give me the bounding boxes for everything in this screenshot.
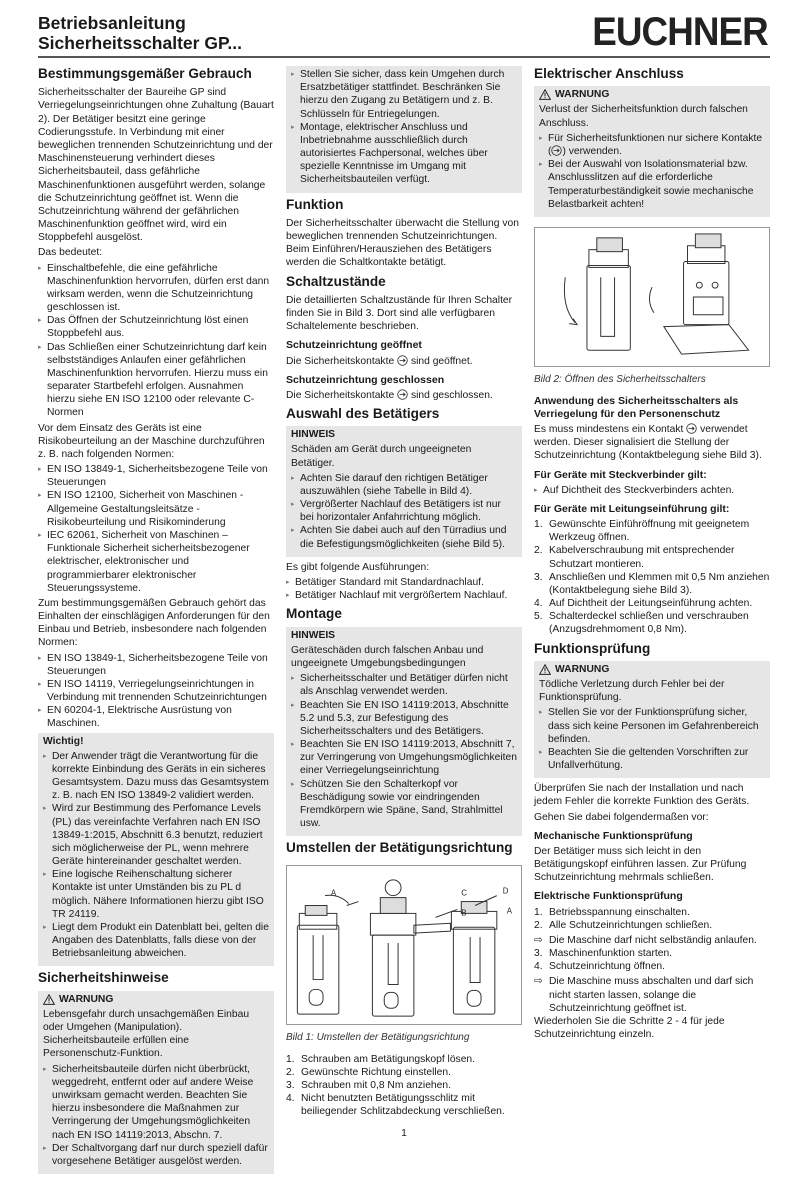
text-part: ) verwenden.	[562, 146, 622, 157]
list-steckverbinder	[534, 484, 770, 497]
step-text: Gewünschte Einführöffnung mit geeignetem Werkzeug öffnen.	[549, 519, 750, 544]
paragraph-zum: Zum bestimmungsgemäßen Gebrauch gehört das Einhalten der einschlägigen Anforderungen für den Einbau und Betrieb, insbesondere nach folgenden Normen:	[38, 597, 270, 649]
list-item	[534, 544, 770, 570]
heading-geschlossen: Schutzeinrichtung geschlossen	[286, 373, 445, 386]
safety-contact-icon	[686, 423, 697, 434]
step-text: Schrauben am Betätigungskopf lösen.	[301, 1053, 476, 1065]
step-text: Kabelverschraubung mit entsprechender Schutzart montieren.	[549, 545, 735, 570]
step-number: 4.	[286, 1093, 295, 1105]
list-item: ▸ EN ISO 12100, Sicherheit von Maschinen - Allgemeine Gestaltungsleitsätze - Risikobeurteilung und Risikominderung	[38, 489, 274, 529]
figure-1-actuator-direction	[286, 865, 522, 1025]
list-warning-3	[539, 706, 765, 772]
text-part: Die Sicherheitskontakte	[286, 355, 395, 367]
page-number: 1	[401, 1128, 407, 1139]
list-item	[286, 1092, 522, 1118]
list-item: ▸ EN ISO 13849-1, Sicherheitsbezogene Teile von Steuerungen	[38, 652, 274, 678]
paragraph-gehen: Gehen Sie dabei folgendermaßen vor:	[534, 811, 709, 823]
paragraph-funktion: Der Sicherheitsschalter überwacht die Stellung von beweglichen trennenden Schutzeinrichtungen. Beim Einführen/Herausziehen des Betätigers werden die Schaltkontakte betätigt.	[286, 217, 519, 269]
list-item: ▸ Stellen Sie vor der Funktionsprüfung sicher, dass sich keine Personen im Gefahrenbereich befinden.	[539, 706, 765, 746]
figure-2-opening-switch	[534, 227, 770, 367]
list-item	[534, 947, 770, 960]
paragraph-intro: Sicherheitsschalter der Baureihe GP sind Verriegelungseinrichtungen ohne Zuhaltung (Bauart 2). Der Betätiger besitzt eine geringe Codierungsstufe. In Verbindung mit einer beweglichen trennenden Schutzeinrichtung und der Maschinensteuerung verhindert dieses Sicherheitsbauteil, dass gefährliche Maschinenfunktionen ausgeführt werden, solange die Schutzeinrichtung geöffnet ist. Wenn die Schutzeinrichtung während der gefährlichen Maschinenfunktion geöffnet wird, wird ein Stoppbefehl ausgelöst.	[38, 87, 274, 244]
list-item: ▸ Betätiger Standard mit Standardnachlauf.	[286, 576, 522, 589]
list-item: ▸ EN 60204-1, Elektrische Ausrüstung von Maschinen.	[38, 704, 274, 730]
heading-steckverbinder: Für Geräte mit Steckverbinder gilt:	[534, 468, 707, 481]
column-2	[286, 62, 522, 1120]
step-text: Gewünschte Richtung einstellen.	[301, 1066, 451, 1078]
warning-text: Verlust der Sicherheitsfunktion durch falschen Anschluss.	[539, 104, 748, 129]
step-number: 3.	[534, 571, 543, 583]
list-item	[534, 597, 770, 610]
result-item	[534, 975, 770, 1015]
warning-box-3	[534, 661, 770, 778]
list-bedeutet	[38, 262, 274, 420]
list-item: ▸ Das Schließen einer Schutzeinrichtung darf kein selbstständiges Anlaufen einer gefährlichen Maschinenfunktion hervorrufen. Hierzu muss ein separater Startbefehl erfolgen. Ausnahmen hierzu siehe EN ISO 12100 oder relevante C-Normen	[38, 341, 274, 420]
list-item	[534, 919, 770, 932]
heading-elektrisch: Elektrischer Anschluss	[534, 66, 684, 81]
warning-header	[539, 663, 765, 676]
heading-elektrisch-pruefung: Elektrische Funktionsprüfung	[534, 890, 683, 903]
result-arrow-icon: ⇨	[534, 976, 543, 988]
list-item: ▸ Beachten Sie EN ISO 14119:2013, Abschnitte 5.2 und 5.3, zur Befestigung des Sicherheitsschalters und des Betätigers.	[291, 699, 517, 739]
label-c: C	[461, 888, 467, 898]
list-item	[539, 132, 765, 158]
hinweis-box-2	[286, 627, 522, 837]
list-normen-2	[38, 652, 274, 731]
list-hinweis-1	[291, 472, 517, 551]
result-text: Die Maschine darf nicht selbständig anlaufen.	[549, 934, 757, 946]
list-item: ▸ Das Öffnen der Schutzeinrichtung löst einen Stoppbefehl aus.	[38, 314, 274, 340]
title-line-1: Betriebsanleitung	[38, 13, 186, 33]
paragraph-geoeffnet	[286, 355, 522, 368]
step-number: 5.	[534, 611, 543, 623]
heading-geoeffnet: Schutzeinrichtung geöffnet	[286, 339, 422, 352]
figure-1-caption: Bild 1: Umstellen der Betätigungsrichtung	[286, 1031, 470, 1043]
hinweis-title: HINWEIS	[291, 629, 336, 641]
warning-box-1	[38, 991, 274, 1174]
step-number: 2.	[286, 1066, 295, 1078]
list-item: ▸ Der Schaltvorgang darf nur durch speziell dafür vorgesehene Betätiger ausgelöst werden.	[43, 1142, 269, 1168]
safety-contact-icon	[551, 145, 562, 156]
column-3	[534, 62, 770, 1043]
list-ausfuehrungen	[286, 576, 522, 602]
paragraph-ueberpruefen: Überprüfen Sie nach der Installation und nach jedem Fehler die korrekte Funktion des Geräts.	[534, 783, 750, 808]
steps-elektrisch-1	[534, 906, 770, 932]
list-item: ▸ Vergrößerter Nachlauf des Betätigers ist nur bei horizontaler Anfahrrichtung möglich.	[291, 498, 517, 524]
step-text: Alle Schutzeinrichtungen schließen.	[549, 919, 713, 931]
label-d: D	[502, 886, 509, 896]
paragraph-ausfuehrungen: Es gibt folgende Ausführungen:	[286, 561, 430, 573]
heading-sicherheit: Sicherheitshinweise	[38, 970, 169, 986]
heading-mechanisch: Mechanische Funktionsprüfung	[534, 829, 693, 842]
paragraph-geschlossen	[286, 389, 522, 402]
list-item	[534, 906, 770, 919]
list-item: ▸ Bei der Auswahl von Isolationsmaterial bzw. Anschlusslitzen auf die erforderliche Temperaturbeständigkeit sowie mechanische Belastbarkeit achten!	[539, 158, 765, 211]
wichtig-title: Wichtig!	[43, 735, 84, 747]
heading-schaltzustaende: Schaltzustände	[286, 273, 386, 289]
step-number: 4.	[534, 961, 543, 973]
steps-umstellen	[286, 1053, 522, 1119]
step-number: 3.	[286, 1079, 295, 1091]
steps-leitung	[534, 518, 770, 637]
step-text: Anschließen und Klemmen mit 0,5 Nm anziehen (Kontaktbelegung siehe Bild 3).	[549, 571, 770, 596]
step-number: 2.	[534, 919, 543, 931]
paragraph-mechanisch: Der Betätiger muss sich leicht in den Betätigungskopf einführen lassen. Zur Prüfung Schutzeinrichtung mehrmals schließen.	[534, 845, 747, 884]
list-item: ▸ Betätiger Nachlauf mit vergrößertem Nachlauf.	[286, 589, 522, 602]
list-item: ▸ Beachten Sie EN ISO 14119:2013, Abschnitt 7, zur Verringerung von Umgehungsmöglichkeiten einer Verriegelungseinrichtung	[291, 738, 517, 778]
warning-text: Lebensgefahr durch unsachgemäßen Einbau oder Umgehen (Manipulation). Sicherheitsbauteile erfüllen eine Personenschutz-Funktion.	[43, 1008, 250, 1060]
list-item	[286, 1079, 522, 1092]
text-part: Die Sicherheitskontakte	[286, 389, 395, 401]
step-number: 1.	[534, 519, 543, 531]
hinweis-text: Schäden am Gerät durch ungeeigneten Betätiger.	[291, 444, 472, 469]
list-hinweis-2	[291, 672, 517, 830]
list-normen-1	[38, 463, 274, 595]
step-text: Maschinenfunktion starten.	[549, 948, 673, 960]
list-item: ▸ Der Anwender trägt die Verantwortung für die korrekte Einbindung des Geräts in ein sicheres Gesamtsystem. Dazu muss das Gesamtsystem z. B. nach EN ISO 13849-2 validiert werden.	[43, 750, 269, 803]
label-a2: A	[506, 905, 512, 915]
hinweis-title: HINWEIS	[291, 429, 336, 441]
list-item: ▸ Achten Sie darauf den richtigen Betätiger auszuwählen (siehe Tabelle in Bild 4).	[291, 472, 517, 498]
step-number: 4.	[534, 598, 543, 610]
list-item: ▸ Montage, elektrischer Anschluss und Inbetriebnahme ausschließlich durch autorisiertes Fachpersonal, welches über spezielle Kenntnisse im Umgang mit Sicherheitsbauteilen verfügt.	[291, 121, 517, 187]
step-number: 3.	[534, 948, 543, 960]
paragraph-vor: Vor dem Einsatz des Geräts ist eine Risikobeurteilung an der Maschine durchzuführen z. B. nach folgenden Normen:	[38, 422, 265, 460]
warning-header	[43, 993, 269, 1006]
header-divider	[38, 56, 770, 58]
step-text: Schrauben mit 0,8 Nm anziehen.	[301, 1079, 451, 1091]
list-item	[534, 610, 770, 636]
step-number: 2.	[534, 545, 543, 557]
list-warning-1	[43, 1063, 269, 1168]
list-item: ▸ IEC 62061, Sicherheit von Maschinen – Funktionale Sicherheit sicherheitsbezogener elektrischer, elektronischer und programmierbarer elektronischer Steuerungssysteme.	[38, 529, 274, 595]
title-line-2: Sicherheitsschalter GP...	[38, 32, 242, 53]
text-part: verwendet werden. Dieser signalisiert die Stellung der Schutzeinrichtung (Kontaktbelegung siehe Bild 3).	[534, 424, 762, 462]
step-text: Betriebsspannung einschalten.	[549, 906, 690, 918]
result-text: Die Maschine muss abschalten und darf sich nicht starten lassen, solange die Schutzeinrichtung geöffnet ist.	[549, 976, 754, 1014]
warning-icon	[539, 89, 551, 100]
euchner-logo: EUCHNER	[592, 10, 768, 54]
result-arrow-icon: ⇨	[534, 934, 543, 946]
list-item	[286, 1066, 522, 1079]
list-item: ▸ Eine logische Reihenschaltung sicherer Kontakte ist unter Umständen bis zu PL d möglich. Nähere Informationen hierzu gibt ISO TR 24119.	[43, 868, 269, 921]
list-item	[534, 960, 770, 973]
paragraph-wiederholen: Wiederholen Sie die Schritte 2 - 4 für jede Schutzeinrichtung einzeln.	[534, 1015, 725, 1041]
heading-leitung: Für Geräte mit Leitungseinführung gilt:	[534, 502, 730, 515]
list-item: ▸ Achten Sie dabei auch auf den Türradius und die Befestigungsmöglichkeiten (siehe Bild 5).	[291, 524, 517, 550]
warning-icon	[43, 994, 55, 1005]
heading-montage: Montage	[286, 606, 342, 622]
label-b: B	[461, 907, 467, 917]
heading-funktionspruefung: Funktionsprüfung	[534, 640, 651, 656]
list-item	[534, 571, 770, 597]
step-text: Auf Dichtheit der Leitungseinführung achten.	[549, 598, 753, 610]
list-item: ▸ Stellen Sie sicher, dass kein Umgehen durch Ersatzbetätiger stattfindet. Beschränken Sie hierzu den Zugang zu Betätigern und z. B. Schlüsseln für Entriegelungen.	[291, 68, 517, 121]
step-number: 1.	[286, 1053, 295, 1065]
step-number: 1.	[534, 906, 543, 918]
paragraph-schaltzustaende: Die detaillierten Schaltzustände für Ihren Schalter finden Sie in Bild 3. Dort sind alle verfügbaren Schaltelemente beschrieben.	[286, 294, 513, 333]
warning-text: Tödliche Verletzung durch Fehler bei der Funktionsprüfung.	[539, 679, 725, 704]
warning-box-2	[534, 86, 770, 217]
label-a: A	[330, 888, 337, 898]
list-item: ▸ EN ISO 13849-1, Sicherheitsbezogene Teile von Steuerungen	[38, 463, 274, 489]
text-part: Für Sicherheitsfunktionen nur sichere Kontakte (	[548, 132, 763, 157]
list-wichtig	[43, 750, 269, 961]
list-item: ▸ Einschaltbefehle, die eine gefährliche Maschinenfunktion hervorrufen, dürfen erst dann wirksam werden, wenn die Schutzeinrichtung geschlossen ist.	[38, 262, 274, 315]
document-title	[38, 14, 242, 54]
list-item: ▸ EN ISO 14119, Verriegelungseinrichtungen in Verbindung mit trennenden Schutzeinrichtungen	[38, 678, 274, 704]
list-warning-2	[539, 132, 765, 211]
list-item: ▸ Sicherheitsschalter und Betätiger dürfen nicht als Anschlag verwendet werden.	[291, 672, 517, 698]
steps-elektrisch-2	[534, 947, 770, 973]
list-item: ▸ Beachten Sie die geltenden Vorschriften zur Unfallverhütung.	[539, 746, 765, 772]
step-text: Nicht benutzten Betätigungsschlitz mit beiliegender Schlitzabdeckung verschließen.	[301, 1093, 505, 1118]
warning-icon	[539, 664, 551, 675]
text-part: Es muss mindestens ein Kontakt	[534, 424, 684, 436]
hinweis-box-1	[286, 426, 522, 557]
hinweis-text: Geräteschäden durch falschen Anbau und ungeeignete Umgebungsbedingungen	[291, 644, 484, 669]
heading-bestimmung: Bestimmungsgemäßer Gebrauch	[38, 66, 252, 81]
heading-anwendung: Anwendung des Sicherheitsschalters als Verriegelung für den Personenschutz	[534, 394, 739, 420]
heading-umstellen: Umstellen der Betätigungsrichtung	[286, 840, 513, 856]
step-text: Schalterdeckel schließen und verschrauben (Anzugsdrehmoment 0,8 Nm).	[549, 611, 749, 636]
warning-box-1-continued	[286, 66, 522, 193]
heading-funktion: Funktion	[286, 196, 344, 212]
warning-header	[539, 88, 765, 101]
list-warning-1-cont	[291, 68, 517, 187]
paragraph-bedeutet: Das bedeutet:	[38, 247, 103, 259]
figure-2-caption: Bild 2: Öffnen des Sicherheitsschalters	[534, 374, 706, 386]
list-item: ▸ Wird zur Bestimmung des Perfomance Levels (PL) das vereinfachte Verfahren nach EN ISO 13849-1:2015, Abschnitt 6.3 benutzt, reduziert sich möglicherweise der PL, wenn mehrere Geräte hintereinander geschaltet werden.	[43, 802, 269, 868]
result-item	[534, 934, 770, 947]
list-item	[534, 518, 770, 544]
list-item: ▸ Sicherheitsbauteile dürfen nicht überbrückt, weggedreht, entfernt oder auf andere Weise unwirksam gemacht werden. Beachten Sie hierzu insbesondere die Maßnahmen zur Verringerung der Umgehungsmöglichkeiten nach EN ISO 14119:2013, Abschn. 7.	[43, 1063, 269, 1142]
paragraph-anwendung	[534, 423, 770, 463]
text-part: sind geöffnet.	[410, 355, 473, 367]
list-item: ▸ Auf Dichtheit des Steckverbinders achten.	[534, 484, 770, 497]
heading-auswahl: Auswahl des Betätigers	[286, 405, 440, 421]
safety-contact-icon	[397, 355, 408, 366]
column-1	[38, 62, 274, 1178]
list-item: ▸ Schützen Sie den Schalterkopf vor Beschädigung sowie vor eindringenden Fremdkörpern wie Späne, Sand, Strahlmittel usw.	[291, 778, 517, 831]
list-item: ▸ Liegt dem Produkt ein Datenblatt bei, gelten die Angaben des Datenblatts, falls diese von der Betriebsanleitung abweichen.	[43, 921, 269, 961]
warning-title: WARNUNG	[555, 89, 610, 101]
safety-contact-icon	[397, 389, 408, 400]
step-text: Schutzeinrichtung öffnen.	[549, 961, 666, 973]
warning-title: WARNUNG	[555, 663, 610, 675]
wichtig-box	[38, 733, 274, 967]
text-part: sind geschlossen.	[410, 389, 493, 401]
list-item	[286, 1053, 522, 1066]
warning-title: WARNUNG	[59, 993, 114, 1005]
